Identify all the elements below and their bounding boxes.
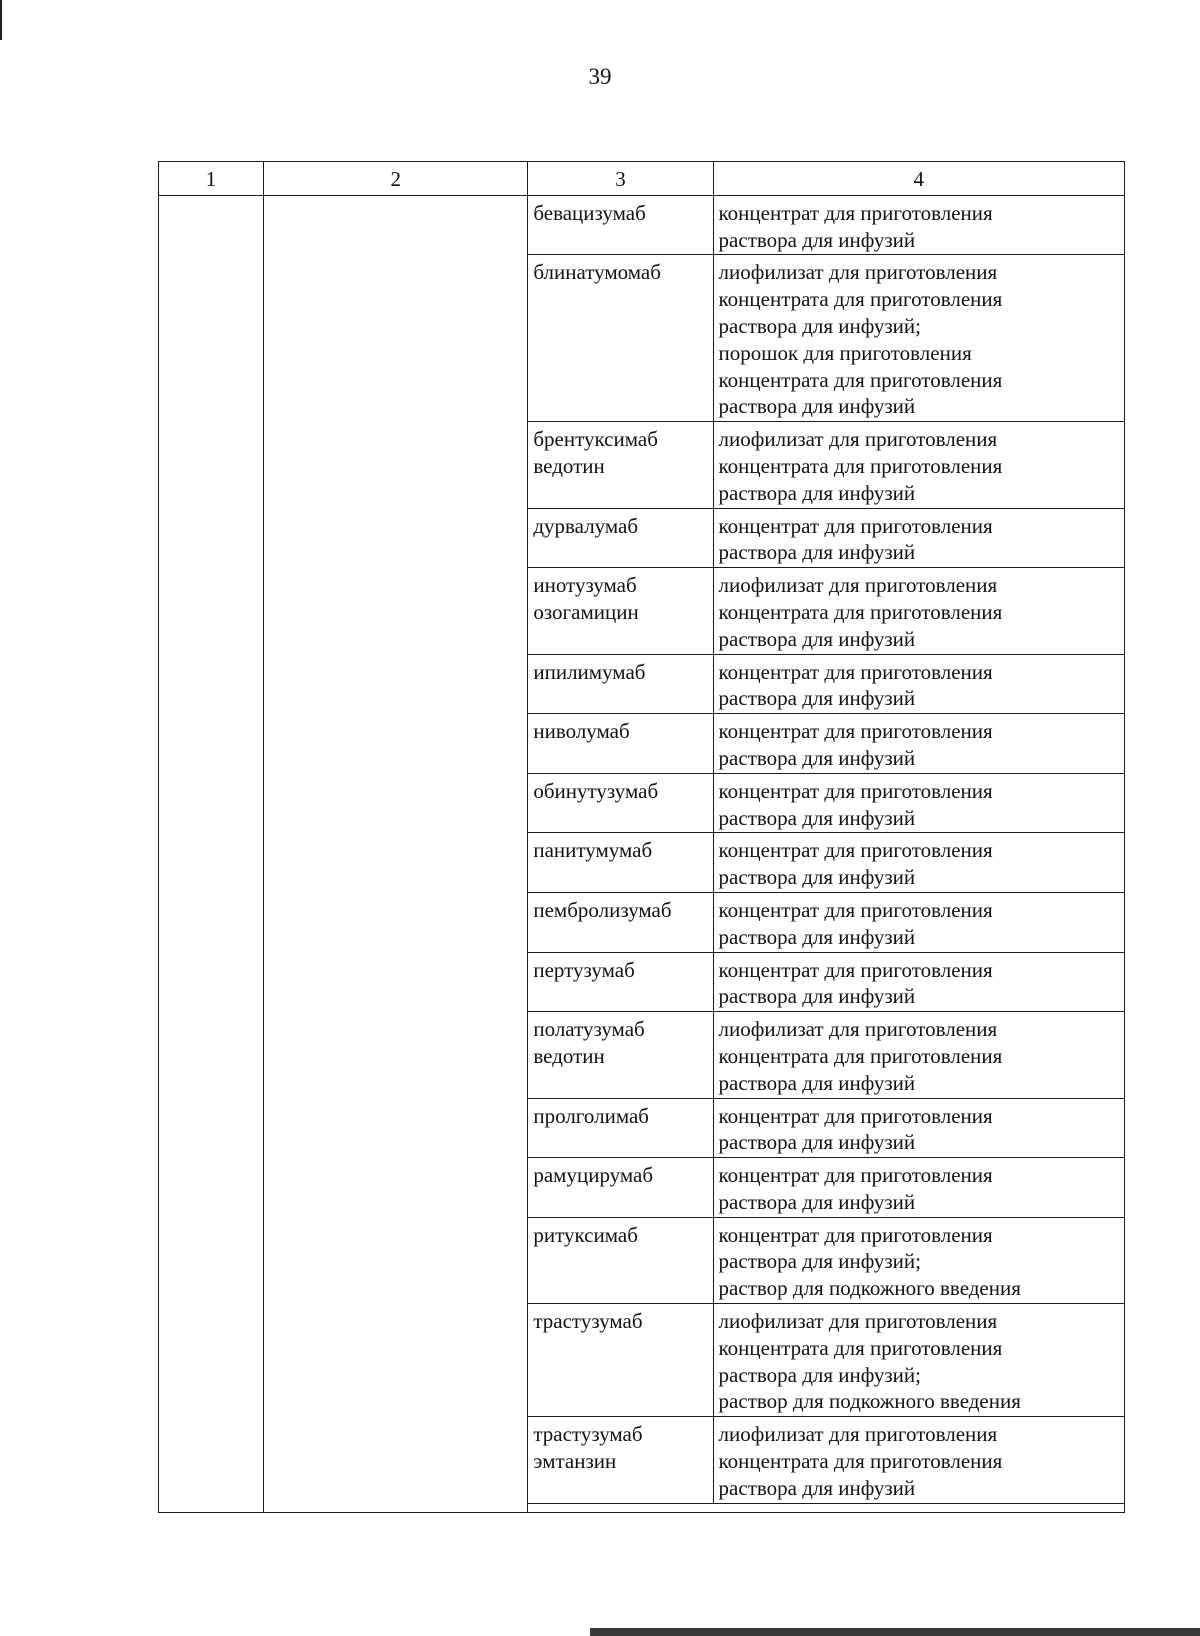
drug-name-line: полатузумаб [533,1017,645,1042]
drug-name-line: эмтанзин [533,1449,617,1474]
group-name-cell [264,195,528,1512]
dosage-form-cell [713,714,1124,774]
drug-name-line: ведотин [533,453,605,478]
dosage-form-line: раствор для подкожного введения [718,1276,1021,1301]
header-cell-col-4: 4 [713,162,1124,196]
dosage-form-line: концентрат для приготовления [718,659,993,684]
header-cell-col-1: 1 [159,162,264,196]
dosage-form-line: раствора для инфузий; [718,1362,921,1387]
drug-name-cell [528,1098,713,1158]
dosage-form-cell [713,195,1124,255]
drug-name-line: ниволумаб [533,719,630,744]
drug-name-line: обинутузумаб [533,778,659,803]
dosage-form-line: раствор для подкожного введения [718,1389,1021,1414]
dosage-form-line: лиофилизат для приготовления [718,1017,998,1042]
drug-name-cell [528,1217,713,1303]
drug-name-line: инотузумаб [533,573,637,598]
header-cell-col-3: 3 [528,162,713,196]
drug-name-cell [528,952,713,1012]
dosage-form-line: раствора для инфузий [718,686,916,711]
dosage-form-line: раствора для инфузий [718,1130,916,1155]
drug-name-cell [528,1417,713,1503]
dosage-form-line: концентрат для приготовления [718,897,993,922]
dosage-form-line: концентрат для приготовления [718,200,993,225]
dosage-form-cell [713,1158,1124,1218]
dosage-form-line: лиофилизат для приготовления [718,573,998,598]
drug-name-cell [528,773,713,833]
dosage-form-line: концентрат для приготовления [718,957,993,982]
dosage-form-line: концентрат для приготовления [718,838,993,863]
dosage-form-line: концентрат для приготовления [718,513,993,538]
dosage-form-cell [713,773,1124,833]
dosage-form-line: концентрата для приготовления [718,367,1003,392]
drug-name-cell [528,195,713,255]
dosage-form-cell [713,952,1124,1012]
dosage-form-line: раствора для инфузий [718,1189,916,1214]
dosage-form-line: концентрат для приготовления [718,1103,993,1128]
table-header-row [159,162,1125,196]
dosage-form-line: раствора для инфузий; [718,1249,921,1274]
dosage-form-line: раствора для инфузий [718,805,916,830]
page-number: 39 [588,64,612,89]
table-tail-cell [528,1503,1125,1512]
dosage-form-cell [713,1098,1124,1158]
scan-bottom-bar [590,1628,1200,1636]
dosage-form-line: концентрат для приготовления [718,1222,993,1247]
dosage-form-line: раствора для инфузий [718,984,916,1009]
drug-name-line: ипилимумаб [533,659,646,684]
dosage-form-line: раствора для инфузий [718,1475,916,1500]
dosage-form-line: концентрат для приготовления [718,1163,993,1188]
dosage-form-cell [713,1217,1124,1303]
drug-name-line: трастузумаб [533,1422,643,1447]
drug-name-cell [528,714,713,774]
dosage-form-line: лиофилизат для приготовления [718,1422,998,1447]
dosage-form-cell [713,1417,1124,1503]
dosage-form-line: раствора для инфузий [718,745,916,770]
dosage-form-line: концентрата для приготовления [718,287,1003,312]
drug-name-line: пембролизумаб [533,897,672,922]
drug-name-cell [528,568,713,654]
drug-name-cell [528,1158,713,1218]
dosage-form-line: концентрата для приготовления [718,1449,1003,1474]
drug-name-cell [528,255,713,422]
dosage-form-line: лиофилизат для приготовления [718,1309,998,1334]
drug-table [158,161,1125,1513]
drug-name-cell [528,1304,713,1417]
dosage-form-line: концентрата для приготовления [718,453,1003,478]
drug-name-line: блинатумомаб [533,260,661,285]
dosage-form-cell [713,1304,1124,1417]
header-cell-col-2: 2 [264,162,528,196]
drug-name-line: озогамицин [533,599,639,624]
dosage-form-line: концентрат для приготовления [718,778,993,803]
drug-name-line: брентуксимаб [533,427,658,452]
dosage-form-line: раствора для инфузий [718,1070,916,1095]
dosage-form-cell [713,1012,1124,1098]
dosage-form-line: лиофилизат для приготовления [718,260,998,285]
drug-name-cell [528,892,713,952]
drug-name-line: ведотин [533,1043,605,1068]
dosage-form-line: раствора для инфузий [718,394,916,419]
drug-name-line: трастузумаб [533,1309,643,1334]
dosage-form-line: раствора для инфузий [718,626,916,651]
dosage-form-cell [713,422,1124,508]
dosage-form-cell [713,892,1124,952]
drug-name-cell [528,833,713,893]
drug-name-line: пролголимаб [533,1103,649,1128]
dosage-form-line: раствора для инфузий [718,227,916,252]
scan-edge-mark [0,0,2,40]
dosage-form-line: раствора для инфузий [718,540,916,565]
drug-name-cell [528,1012,713,1098]
dosage-form-cell [713,568,1124,654]
dosage-form-cell [713,508,1124,568]
drug-name-line: рамуцирумаб [533,1163,654,1188]
dosage-form-line: концентрата для приготовления [718,1335,1003,1360]
dosage-form-line: концентрата для приготовления [718,599,1003,624]
drug-name-line: пертузумаб [533,957,635,982]
group-code-cell [159,195,264,1512]
drug-name-line: дурвалумаб [533,513,639,538]
dosage-form-line: порошок для приготовления [718,340,972,365]
drug-name-cell [528,508,713,568]
dosage-form-cell [713,255,1124,422]
dosage-form-cell [713,654,1124,714]
dosage-form-line: лиофилизат для приготовления [718,427,998,452]
drug-name-cell [528,654,713,714]
table-row [159,195,1125,255]
dosage-form-line: концентрат для приготовления [718,719,993,744]
dosage-form-line: раствора для инфузий [718,865,916,890]
dosage-form-line: раствора для инфузий; [718,313,921,338]
dosage-form-line: раствора для инфузий [718,480,916,505]
drug-name-line: бевацизумаб [533,200,646,225]
drug-name-line: панитумумаб [533,838,653,863]
dosage-form-line: концентрата для приготовления [718,1043,1003,1068]
drug-name-cell [528,422,713,508]
drug-name-line: ритуксимаб [533,1222,638,1247]
dosage-form-line: раствора для инфузий [718,924,916,949]
drug-table-body [159,162,1125,1513]
dosage-form-cell [713,833,1124,893]
